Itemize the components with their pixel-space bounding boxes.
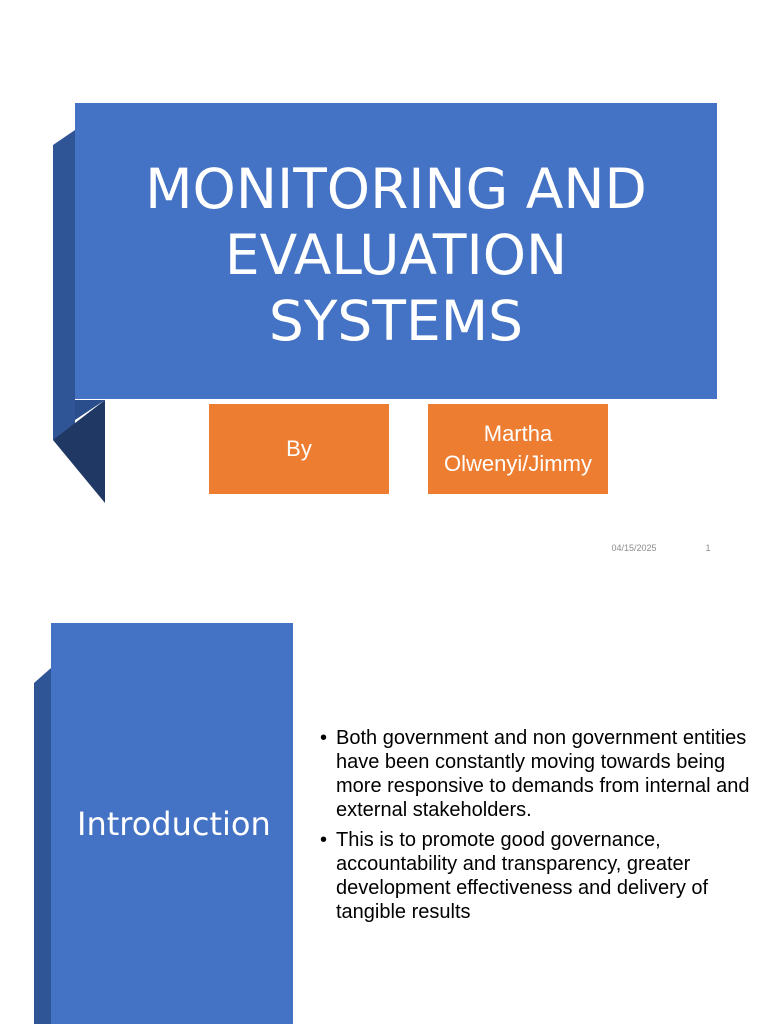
slide-date: 04/15/2025: [611, 543, 657, 553]
slide-title: MONITORING AND EVALUATION SYSTEMS: [145, 157, 647, 353]
introduction-slide: [0, 578, 768, 1024]
by-label: By: [286, 436, 312, 461]
author-box: [428, 404, 608, 494]
section-heading: Introduction: [77, 805, 271, 843]
ribbon-fold-top: [53, 130, 75, 440]
slide-page-number: 1: [705, 543, 711, 553]
author-name: Martha Olwenyi/Jimmy: [444, 421, 592, 476]
by-label-box: [209, 404, 389, 494]
bullet-list: [320, 726, 756, 930]
side-ribbon-fold: [34, 668, 51, 1024]
title-box: [75, 103, 717, 399]
list-item: • This is to promote good governance, accountability and transparency, greater development effectiveness and delivery of tangible results: [320, 828, 756, 924]
list-item: • Both government and non government entities have been constantly moving towards being more responsive to demands from internal and external stakeholders.: [320, 726, 756, 822]
